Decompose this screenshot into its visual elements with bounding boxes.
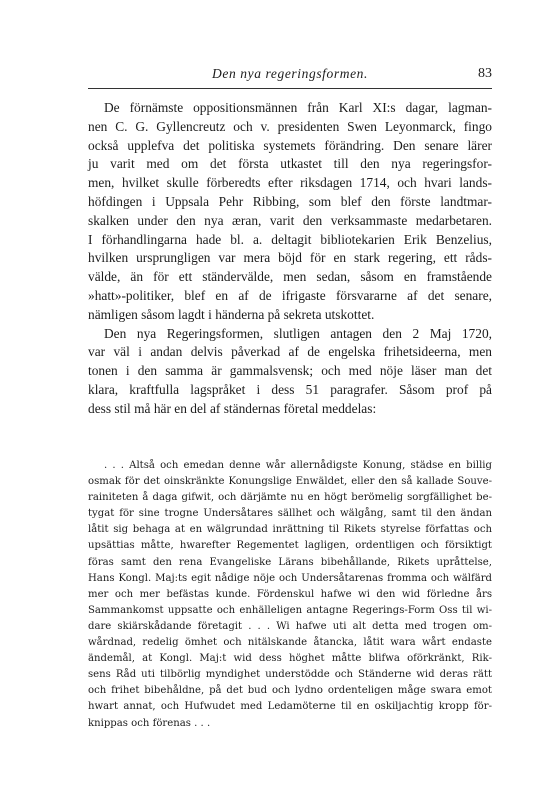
text-line: höfdingen i Uppsala Pehr Ribbing, som blef den förste landtmar-	[88, 193, 492, 209]
quote-line: dare skiärskådande företagit . . . Wi hafwe uti alt detta med trogen om-	[88, 620, 492, 632]
text-line: Den nya Regeringsformen, slutligen antagen den 2 Maj 1720,	[104, 325, 492, 341]
quote-line: ändemål, at Kongl. Maj:t wid dess höghet måtte blifwa oförkränkt, Rik-	[88, 653, 492, 665]
text-line: ju varit med om det första utkastet till den nya regeringsfor-	[88, 156, 492, 172]
quote-line: osmak för det oinskränkte Konungslige Enwäldet, eller den så kallade Souve-	[88, 476, 492, 488]
quote-line: . . . Altså och emedan denne wår allernådigste Konung, städse en billig	[104, 460, 492, 471]
quote-line: föras samt den rena Evangeliske Lärans bibehållande, Rikets upråttelse,	[88, 556, 492, 568]
quote-line: hwart annat, och Hufwudet med Ledamöterne til en oskiljachtig kropp för-	[88, 701, 492, 713]
text-line: välde, än för ett ständervälde, men sedan, såsom en framstående	[88, 269, 492, 285]
quote-line: knippas och förenas . . .	[88, 717, 211, 729]
quote-line: låtit sig behaga at en wälgrundad inrättning til Rikets styrelse författas och	[88, 524, 492, 536]
quote-line: Sammankomst uppsatte och enhälleligen antagne Regerings-Form Oss til wi-	[88, 604, 492, 616]
quote-line: rainiteten å daga gifwit, och därjämte nu en högt berömelig sorgfällighet be-	[88, 492, 492, 504]
chapter-title: Den nya regeringsformen.	[212, 66, 368, 81]
text-line: tonen i den samma är gammalsvensk; och med nöje läser man det	[88, 363, 492, 379]
header-rule	[88, 88, 492, 89]
text-line: dess stil må här en del af ständernas företal meddelas:	[88, 400, 377, 416]
text-line: I förhandlingarna hade bl. a. deltagit bibliotekarien Erik Benzelius,	[88, 231, 492, 247]
quote-line: och frihet bibehåldne, på det bud och lydno ordenteligen måge swara emot	[88, 685, 492, 697]
text-line: »hatt»-politiker, blef en af de ifrigaste försvararne af det senare,	[88, 287, 492, 303]
text-line: nämligen såsom lagdt i händerna på sekreta utskottet.	[88, 306, 375, 322]
text-line: också upplefva det politiska systemets förändring. Den senare lärer	[88, 137, 492, 153]
quote-line: wårdnad, redelig ömhet och nitälskande åtancka, låtit wara wårt endaste	[88, 637, 492, 649]
text-line: men, hvilket skulle förberedts efter riksdagen 1714, och hvari lands-	[88, 175, 492, 191]
quoted-preamble	[88, 458, 492, 732]
page-number: 83	[478, 66, 492, 81]
quote-line: sens Råd uti tilbörlig myndighet understödde och Ständerne wid deras rätt	[88, 669, 492, 681]
quote-line: tygat för sine trogne Undersåtares sällhet och wälgång, samt til den ändan	[88, 508, 492, 520]
text-line: nen C. G. Gyllencreutz och v. presidenten Swen Leyonmarck, fingo	[88, 118, 492, 134]
running-header	[88, 66, 492, 92]
text-line: klara, kraftfulla lagspråket i dess 51 paragrafer. Såsom prof på	[88, 381, 492, 397]
text-line: var väl i andan delvis påverkad af de engelska frihetsideerna, men	[88, 344, 492, 360]
main-text	[88, 99, 492, 419]
text-line: De förnämste oppositionsmännen från Karl XI:s dagar, lagman-	[104, 100, 492, 115]
quote-line: Hans Kongl. Maj:ts egit nådige nöje och Undersåtarenas fromma och wälfärd	[88, 572, 492, 584]
quote-line: mer och mer befästas kunde. Fördenskul hafwe wi den wid förledne års	[88, 588, 492, 600]
text-line: skalken under den nya æran, varit den verksammaste medarbetaren.	[88, 212, 492, 228]
text-line: hvilken ursprungligen var mera böjd för en stark regering, ett råds-	[88, 250, 492, 266]
quote-line: upsättias måtte, hwarefter Regementet lagligen, ordentligen och försiktigt	[88, 540, 492, 552]
